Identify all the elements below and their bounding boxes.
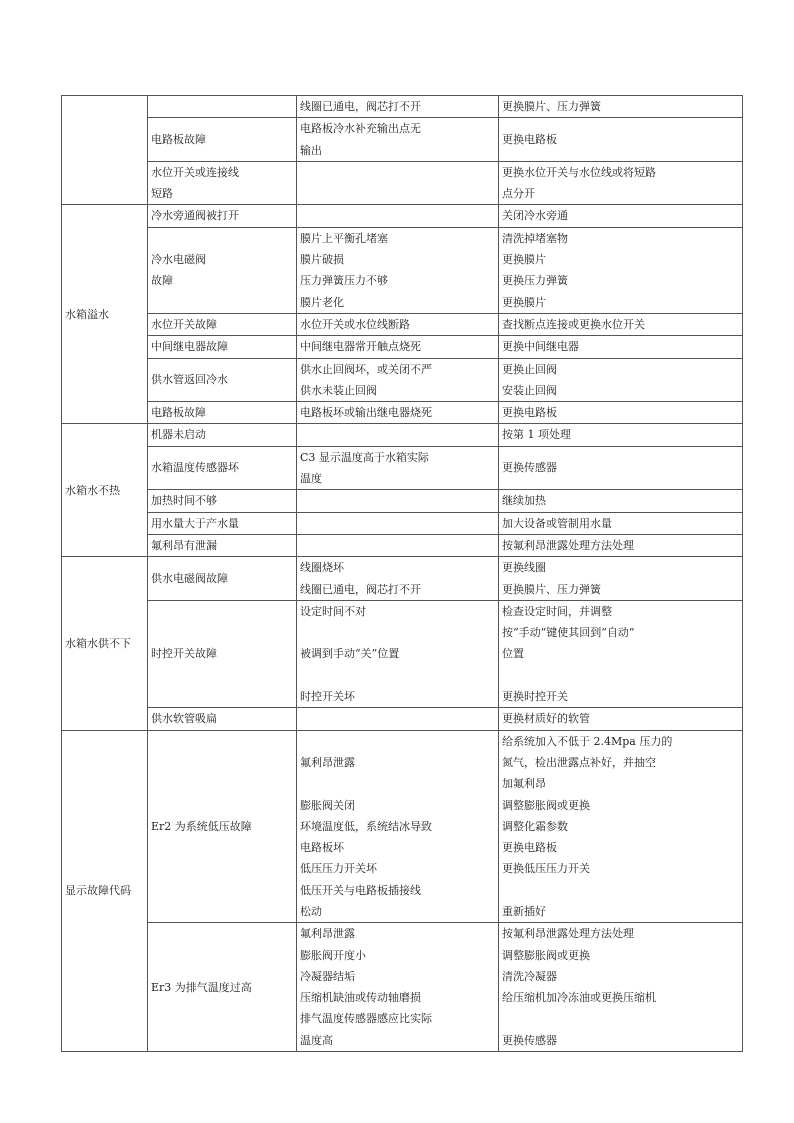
fault-category — [62, 730, 148, 1051]
cause-analysis — [297, 96, 499, 118]
table-row — [62, 557, 743, 601]
solution-line: 继续加热 — [502, 494, 546, 508]
table-row — [62, 600, 743, 707]
fault-cause-line: Er3 为排气温度过高 — [151, 980, 252, 994]
cause-analysis — [297, 161, 499, 205]
cause-analysis — [297, 600, 499, 707]
cause-analysis — [297, 534, 499, 556]
cause-analysis — [297, 205, 499, 227]
table-row — [62, 424, 743, 446]
cause-analysis-line: 时控开关坏 — [300, 690, 355, 704]
solution-line: 更换线圈 — [502, 561, 546, 575]
solution — [499, 227, 743, 313]
solution — [499, 708, 743, 730]
solution-line: 检查设定时间，并调整 — [502, 604, 612, 618]
fault-cause-line: 水位开关故障 — [151, 317, 217, 331]
fault-table-body — [62, 96, 743, 1052]
solution — [499, 730, 743, 923]
fault-category-label: 水箱水供不下 — [65, 636, 131, 650]
cause-analysis — [297, 923, 499, 1052]
table-row — [62, 490, 743, 512]
solution-line: 更换水位开关与水位线或将短路 — [502, 165, 656, 179]
cause-analysis — [297, 118, 499, 162]
cause-analysis — [297, 402, 499, 424]
solution-line: 氮气，检出泄露点补好，并抽空 — [502, 755, 656, 769]
solution-line: 给系统加入不低于 2.4Mpa 压力的 — [502, 734, 673, 748]
cause-analysis-line: 松动 — [300, 904, 322, 918]
fault-cause-line: Er2 为系统低压故障 — [151, 819, 252, 833]
fault-cause — [148, 313, 297, 335]
table-row — [62, 358, 743, 402]
cause-analysis-line: 线圈烧坏 — [300, 561, 344, 575]
cause-analysis-line: 线圈已通电，阀芯打不开 — [300, 100, 421, 113]
solution-line: 更换膜片 — [502, 295, 546, 309]
cause-analysis-line: 低压压力开关坏 — [300, 862, 377, 876]
table-row — [62, 227, 743, 313]
solution-line — [502, 1008, 740, 1029]
solution-line: 更换材质好的软管 — [502, 712, 590, 726]
fault-cause-line: 电路板故障 — [151, 132, 206, 146]
solution — [499, 402, 743, 424]
solution-line: 更换膜片 — [502, 253, 546, 267]
fault-table — [61, 95, 743, 1052]
fault-cause — [148, 708, 297, 730]
cause-analysis-line: 膜片破损 — [300, 253, 344, 267]
solution-line: 调整膨胀阀或更换 — [502, 798, 590, 812]
solution-line: 清洗掉堵塞物 — [502, 231, 568, 245]
cause-analysis-line: C3 显示温度高于水箱实际 — [300, 450, 429, 464]
solution-line: 更换传感器 — [502, 1033, 557, 1047]
fault-category-label: 水箱水不热 — [65, 483, 120, 497]
solution — [499, 205, 743, 227]
table-row — [62, 313, 743, 335]
cause-analysis-line: 氟利昂泄露 — [300, 755, 355, 769]
fault-cause — [148, 402, 297, 424]
solution-line: 更换膜片、压力弹簧 — [502, 100, 601, 113]
solution-line: 位置 — [502, 647, 524, 661]
cause-analysis — [297, 424, 499, 446]
cause-analysis-line — [300, 622, 496, 643]
fault-cause — [148, 336, 297, 358]
cause-analysis-line: 被调到手动“关”位置 — [300, 647, 400, 661]
cause-analysis-line: 电路板坏 — [300, 841, 344, 855]
solution — [499, 600, 743, 707]
solution — [499, 557, 743, 601]
fault-category — [62, 96, 148, 205]
cause-analysis-line: 膨胀阀关闭 — [300, 798, 355, 812]
solution — [499, 358, 743, 402]
solution-line: 更换止回阀 — [502, 362, 557, 376]
fault-cause — [148, 161, 297, 205]
solution-line: 更换压力弹簧 — [502, 274, 568, 288]
cause-analysis — [297, 313, 499, 335]
fault-cause-line: 电路板故障 — [151, 406, 206, 420]
fault-cause-line: 冷水电磁阀 — [151, 253, 206, 267]
fault-cause-line: 水箱温度传感器坏 — [151, 461, 239, 475]
cause-analysis — [297, 557, 499, 601]
fault-cause-line: 氟利昂有泄漏 — [151, 538, 217, 552]
cause-analysis — [297, 336, 499, 358]
cause-analysis — [297, 512, 499, 534]
fault-cause — [148, 557, 297, 601]
solution — [499, 96, 743, 118]
table-row — [62, 730, 743, 923]
cause-analysis — [297, 730, 499, 923]
fault-cause — [148, 730, 297, 923]
solution-line: 点分开 — [502, 187, 535, 201]
cause-analysis-line: 电路板冷水补充输出点无 — [300, 122, 421, 136]
fault-cause-line: 用水量大于产水量 — [151, 516, 239, 530]
fault-cause — [148, 227, 297, 313]
cause-analysis-line: 膜片上平衡孔堵塞 — [300, 231, 388, 245]
cause-analysis — [297, 227, 499, 313]
cause-analysis-line: 排气温度传感器感应比实际 — [300, 1012, 432, 1026]
fault-cause — [148, 923, 297, 1052]
cause-analysis-line: 供水未装止回阀 — [300, 383, 377, 397]
solution — [499, 534, 743, 556]
cause-analysis-line: 冷凝器结垢 — [300, 969, 355, 983]
cause-analysis-line: 膜片老化 — [300, 295, 344, 309]
cause-analysis-line: 设定时间不对 — [300, 604, 366, 618]
fault-category — [62, 557, 148, 730]
table-row — [62, 336, 743, 358]
fault-cause-line: 机器未启动 — [151, 428, 206, 442]
cause-analysis-line: 中间继电器常开触点烧死 — [300, 340, 421, 354]
solution-line: 重新插好 — [502, 904, 546, 918]
solution-line: 更换电路板 — [502, 406, 557, 420]
table-row — [62, 402, 743, 424]
table-row — [62, 534, 743, 556]
fault-cause-line: 加热时间不够 — [151, 494, 217, 508]
cause-analysis-line — [300, 731, 496, 752]
solution-line: 按氟利昂泄露处理方法处理 — [502, 927, 634, 941]
fault-cause — [148, 512, 297, 534]
fault-cause-line: 故障 — [151, 274, 173, 288]
fault-cause-line: 供水管返回冷水 — [151, 373, 228, 387]
cause-analysis — [297, 490, 499, 512]
fault-cause — [148, 600, 297, 707]
cause-analysis — [297, 708, 499, 730]
fault-cause-line: 时控开关故障 — [151, 647, 217, 661]
solution — [499, 512, 743, 534]
solution-line: 安装止回阀 — [502, 383, 557, 397]
table-row — [62, 923, 743, 1052]
solution — [499, 313, 743, 335]
cause-analysis-line — [300, 665, 496, 686]
fault-cause-line: 短路 — [151, 187, 173, 201]
solution-line: 按氟利昂泄露处理方法处理 — [502, 538, 634, 552]
fault-cause-line: 冷水旁通阀被打开 — [151, 209, 239, 223]
fault-cause-line: 供水软管吸扁 — [151, 712, 217, 726]
solution-line: 给压缩机加冷冻油或更换压缩机 — [502, 991, 656, 1005]
cause-analysis — [297, 446, 499, 490]
fault-cause — [148, 424, 297, 446]
fault-cause — [148, 205, 297, 227]
cause-analysis-line: 膨胀阀开度小 — [300, 948, 366, 962]
solution-line: 按第 1 项处理 — [502, 428, 571, 442]
fault-cause — [148, 118, 297, 162]
solution-line — [502, 665, 740, 686]
cause-analysis-line: 环境温度低，系统结冰导致 — [300, 819, 432, 833]
cause-analysis-line: 供水止回阀坏，或关闭不严 — [300, 362, 432, 376]
fault-category — [62, 205, 148, 424]
solution-line: 查找断点连接或更换水位开关 — [502, 317, 645, 331]
table-row — [62, 118, 743, 162]
solution-line — [502, 880, 740, 901]
solution-line: 加大设备或管制用水量 — [502, 516, 612, 530]
solution-line: 更换电路板 — [502, 132, 557, 146]
cause-analysis-line: 线圈已通电，阀芯打不开 — [300, 582, 421, 596]
solution-line: 更换时控开关 — [502, 690, 568, 704]
cause-analysis-line: 低压开关与电路板插接线 — [300, 883, 421, 897]
solution — [499, 161, 743, 205]
solution — [499, 118, 743, 162]
fault-category — [62, 424, 148, 557]
cause-analysis-line: 温度 — [300, 472, 322, 486]
cause-analysis-line: 输出 — [300, 143, 322, 157]
solution-line: 调整化霜参数 — [502, 819, 568, 833]
solution-line: 加氟利昂 — [502, 777, 546, 791]
solution-line: 更换电路板 — [502, 841, 557, 855]
fault-cause — [148, 490, 297, 512]
table-row — [62, 161, 743, 205]
cause-analysis-line — [300, 773, 496, 794]
fault-cause — [148, 446, 297, 490]
fault-cause-line: 水位开关或连接线 — [151, 165, 239, 179]
fault-cause — [148, 96, 297, 118]
solution — [499, 923, 743, 1052]
solution-line: 更换低压压力开关 — [502, 862, 590, 876]
cause-analysis-line: 氟利昂泄露 — [300, 927, 355, 941]
solution-line: 关闭冷水旁通 — [502, 209, 568, 223]
solution-line: 按“手动”键使其回到“自动” — [502, 626, 635, 640]
solution — [499, 490, 743, 512]
cause-analysis-line: 压力弹簧压力不够 — [300, 274, 388, 288]
solution-line: 更换膜片、压力弹簧 — [502, 582, 601, 596]
solution-line: 更换传感器 — [502, 461, 557, 475]
solution-line: 调整膨胀阀或更换 — [502, 948, 590, 962]
fault-cause-line: 供水电磁阀故障 — [151, 571, 228, 585]
table-row — [62, 512, 743, 534]
solution — [499, 336, 743, 358]
fault-category-label: 水箱溢水 — [65, 307, 109, 321]
fault-cause — [148, 534, 297, 556]
cause-analysis-line: 电路板坏或输出继电器烧死 — [300, 406, 432, 420]
cause-analysis — [297, 358, 499, 402]
table-row — [62, 708, 743, 730]
table-row — [62, 446, 743, 490]
solution — [499, 446, 743, 490]
solution-line: 更换中间继电器 — [502, 340, 579, 354]
cause-analysis-line: 水位开关或水位线断路 — [300, 317, 410, 331]
table-row — [62, 205, 743, 227]
fault-cause — [148, 358, 297, 402]
solution-line: 清洗冷凝器 — [502, 969, 557, 983]
cause-analysis-line: 压缩机缺油或传动轴磨损 — [300, 991, 421, 1005]
cause-analysis-line: 温度高 — [300, 1033, 333, 1047]
fault-category-label: 显示故障代码 — [65, 884, 131, 898]
fault-cause-line: 中间继电器故障 — [151, 340, 228, 354]
table-row — [62, 96, 743, 118]
solution — [499, 424, 743, 446]
